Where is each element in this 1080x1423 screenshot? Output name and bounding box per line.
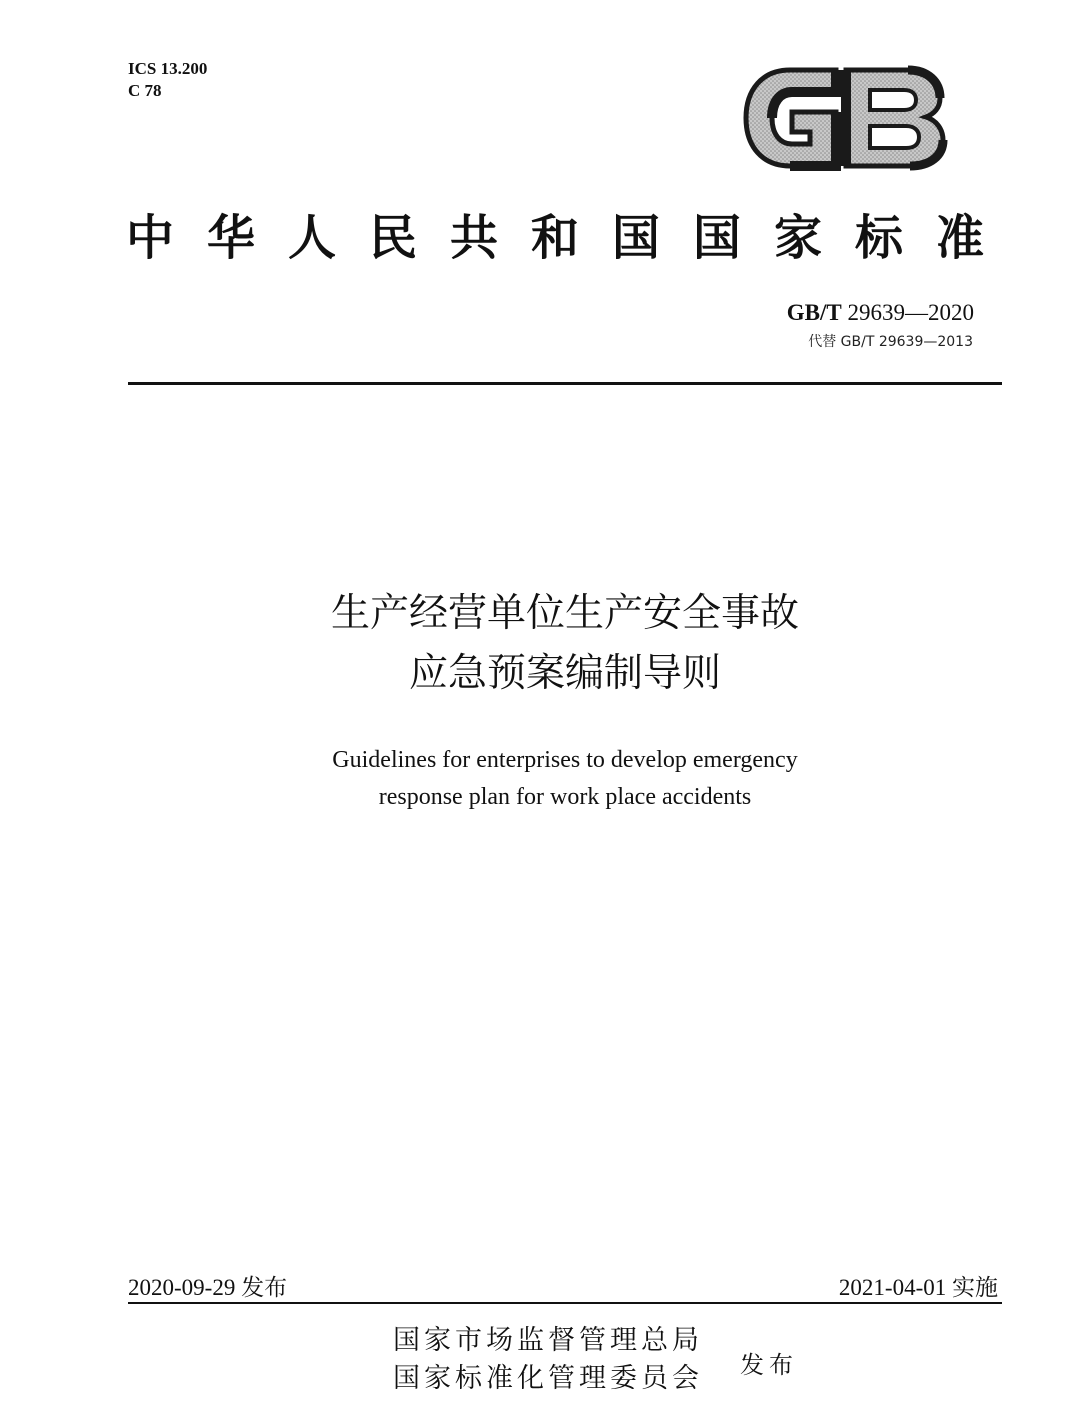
issuer-sac: 国家标准化管理委员会 — [393, 1363, 703, 1394]
standard-number — [787, 296, 974, 330]
publish-label: 发布 — [740, 1351, 798, 1379]
ccs-code: C 78 — [128, 81, 162, 100]
issuing-bodies — [393, 1322, 703, 1398]
standard-number-value: 29639—2020 — [847, 300, 974, 325]
header-divider — [128, 382, 1002, 385]
title-cn-line-2: 应急预案编制导则 — [408, 651, 721, 696]
issue-date-value: 2020-09-29 — [128, 1275, 236, 1300]
replaces-standard: 代替 GB/T 29639—2013 — [808, 334, 973, 350]
issue-label: 发布 — [241, 1275, 288, 1301]
title-en-line-1: Guidelines for enterprises to develop emergency — [332, 747, 798, 773]
title-en-line-2: response plan for work place accidents — [378, 784, 752, 810]
gb-logo — [738, 62, 948, 174]
issuer-samr: 国家市场监督管理总局 — [393, 1325, 703, 1356]
document-title-cn — [0, 584, 1080, 704]
document-title-en — [0, 742, 1080, 816]
classification-codes — [128, 58, 207, 102]
issue-date — [128, 1272, 287, 1304]
ics-code: ICS 13.200 — [128, 59, 208, 78]
footer-divider — [128, 1302, 1002, 1304]
title-cn-line-1: 生产经营单位生产安全事故 — [330, 591, 799, 636]
implementation-date-value: 2021-04-01 — [838, 1275, 947, 1300]
national-standard-title: 中华人民共和国国家标准 — [126, 210, 1018, 266]
gb-logo-icon — [738, 62, 948, 174]
standard-prefix: GB/T — [786, 300, 842, 325]
implementation-label: 实施 — [952, 1275, 998, 1301]
implementation-date — [839, 1272, 998, 1304]
